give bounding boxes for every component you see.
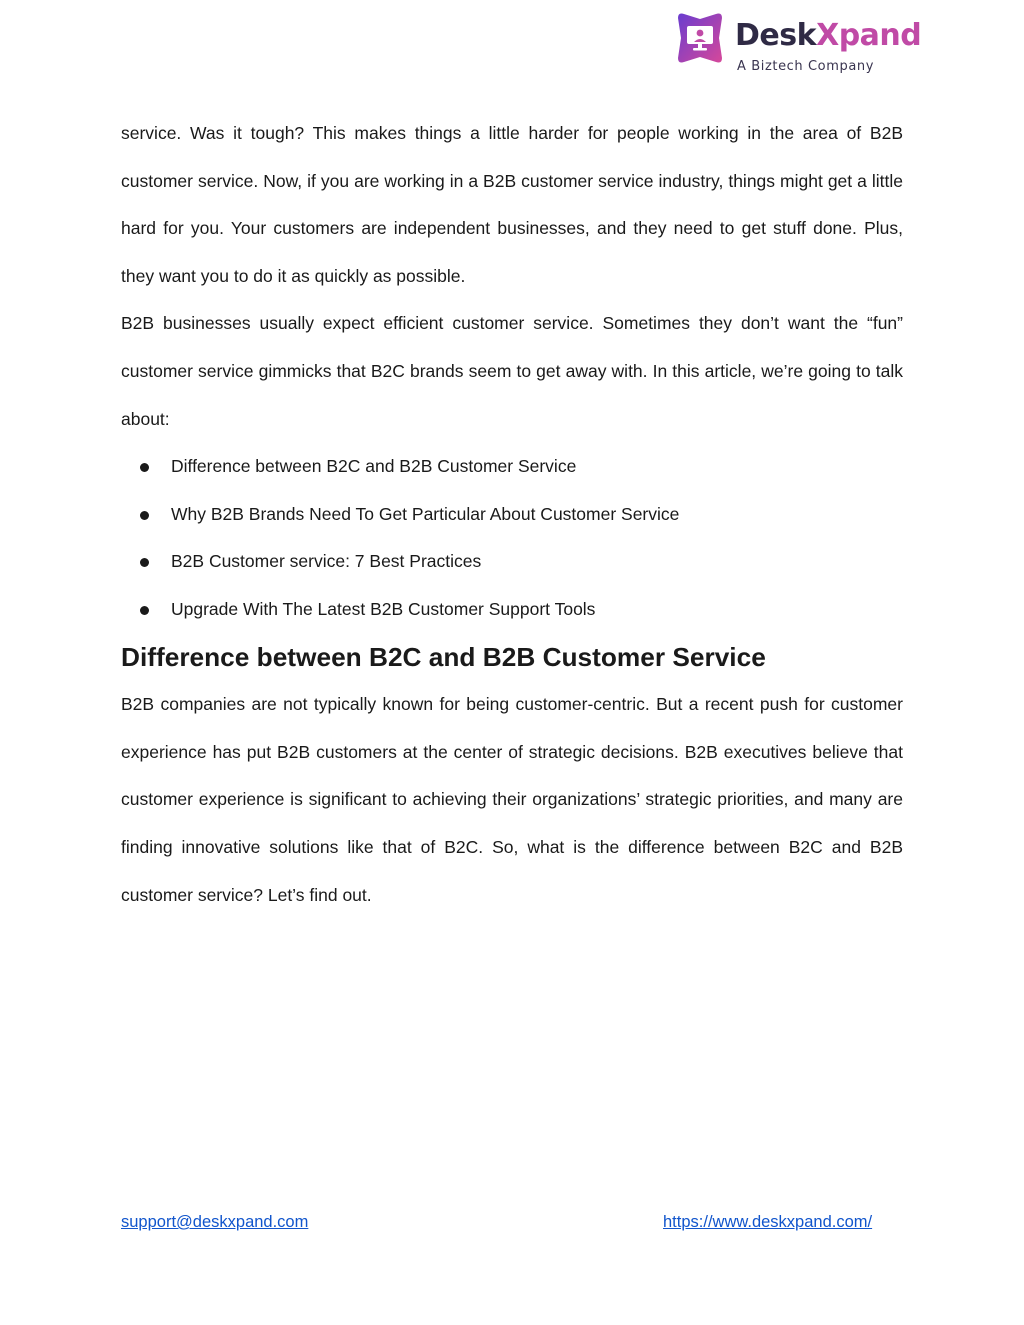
section-paragraph: B2B companies are not typically known for being customer-centric. But a recent push for customer experience has put B2B customers at the center of strategic decisions. B2B executives believe that customer experience is significant to achieving their organizations’ strategic priorities, and many are finding innovative solutions like that of B2C. So, what is the difference between B2C and B2B customer service? Let’s find out. (121, 694, 903, 905)
topics-list (121, 443, 903, 633)
bullet-icon (140, 558, 149, 567)
list-item (121, 491, 903, 539)
support-email-link[interactable]: support@deskxpand.com (121, 1213, 309, 1231)
list-item-text: Why B2B Brands Need To Get Particular About Customer Service (171, 503, 680, 524)
logo-word-xpand: Xpand (816, 18, 922, 53)
bullet-icon (140, 606, 149, 615)
website-link[interactable]: https://www.deskxpand.com/ (663, 1213, 873, 1231)
intro-paragraph: service. Was it tough? This makes things a little harder for people working in the area of B2B customer service. Now, if you are working in a B2B customer service industry, things might get a little hard for you. Your customers are independent businesses, and they need to get stuff done. Plus, they want you to do it as quickly as possible. (121, 123, 903, 286)
deskxpand-logo (672, 10, 922, 76)
list-item-text: Upgrade With The Latest B2B Customer Support Tools (171, 598, 596, 619)
article-body (121, 110, 903, 919)
list-item (121, 443, 903, 491)
section-heading: Difference between B2C and B2B Customer Service (121, 641, 766, 672)
logo-wordmark (735, 18, 921, 54)
list-item-text: B2B Customer service: 7 Best Practices (171, 551, 482, 572)
list-item (121, 538, 903, 586)
bullet-icon (140, 511, 149, 520)
logo-tagline: A Biztech Company (737, 59, 875, 74)
monitor-user-icon (672, 10, 728, 66)
intro-paragraph: B2B businesses usually expect efficient customer service. Sometimes they don’t want the “fun” customer service gimmicks that B2C brands seem to get away with. In this article, we’re going to talk about: (121, 313, 903, 429)
list-item (121, 586, 903, 634)
bullet-icon (140, 463, 149, 472)
list-item-text: Difference between B2C and B2B Customer Service (171, 456, 577, 477)
logo-word-desk: Desk (735, 18, 817, 53)
